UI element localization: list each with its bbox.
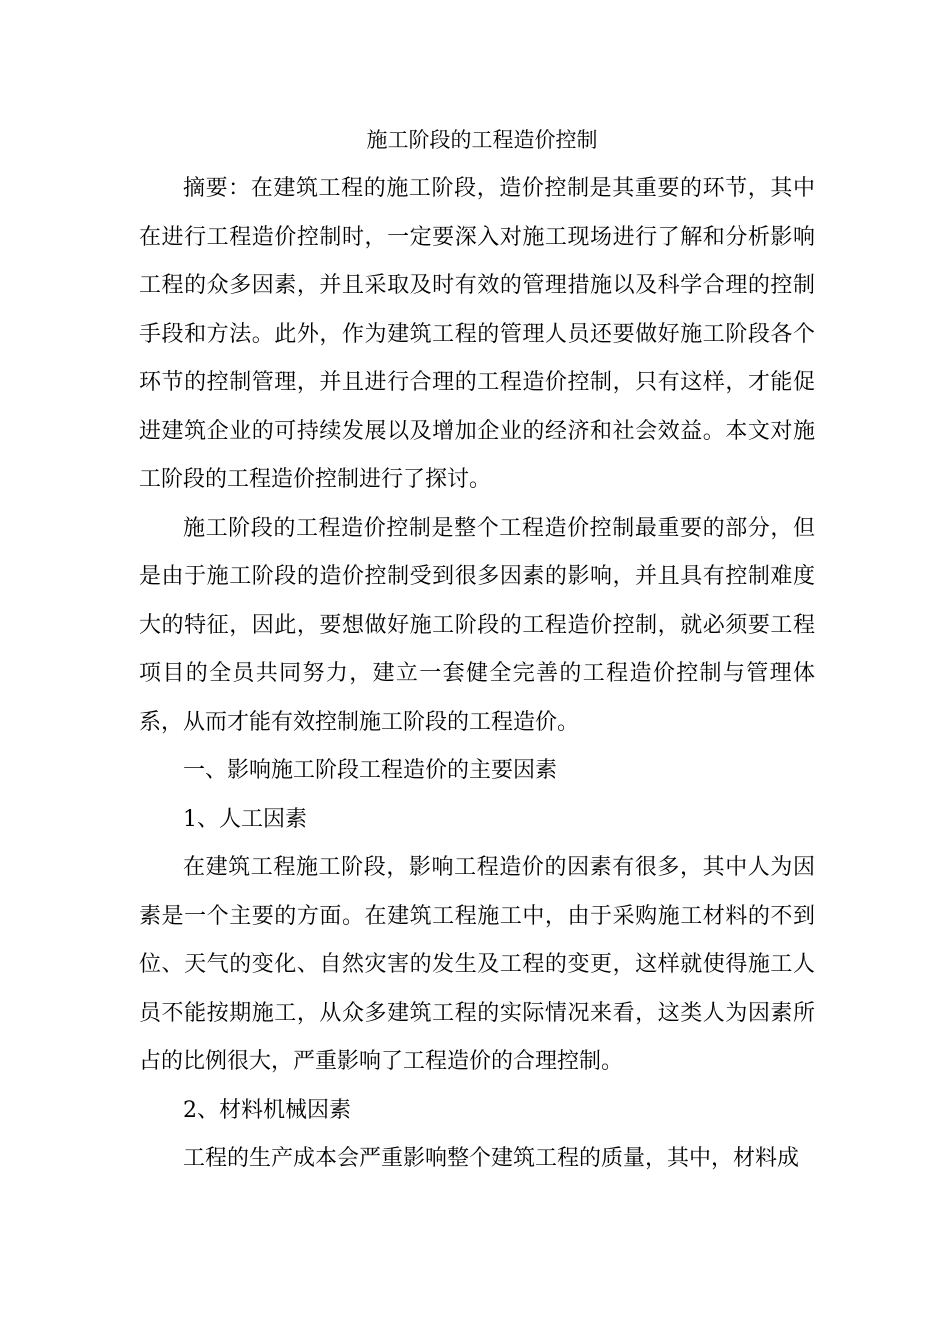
body-paragraph-labor: 在建筑工程施工阶段，影响工程造价的因素有很多，其中人为因素是一个主要的方面。在建筑工程施工中，由于采购施工材料的不到位、天气的变化、自然灾害的发生及工程的变更，这样就使得施工人员不能按期施工，从众多建筑工程的实际情况来看，这类人为因素所占的比例很大，严重影响了工程造价的合理控制。 <box>139 855 815 1074</box>
subsection-heading-2: 2、材料机械因素 <box>183 1097 351 1123</box>
subsection-heading-1: 1、人工因素 <box>183 806 307 832</box>
abstract-paragraph: 摘要：在建筑工程的施工阶段，造价控制是其重要的环节，其中在进行工程造价控制时，一定要深入对施工现场进行了解和分析影响工程的众多因素，并且采取及时有效的管理措施以及科学合理的控制手段和方法。此外，作为建筑工程的管理人员还要做好施工阶段各个环节的控制管理，并且进行合理的工程造价控制，只有这样，才能促进建筑企业的可持续发展以及增加企业的经济和社会效益。本文对施工阶段的工程造价控制进行了探讨。 <box>139 176 815 492</box>
body-paragraph-materials: 工程的生产成本会严重影响整个建筑工程的质量，其中，材料成 <box>183 1146 800 1171</box>
document-body <box>139 115 815 1184</box>
section-heading-1: 一、影响施工阶段工程造价的主要因素 <box>183 758 558 783</box>
intro-paragraph: 施工阶段的工程造价控制是整个工程造价控制最重要的部分，但是由于施工阶段的造价控制受到很多因素的影响，并且具有控制难度大的特征，因此，要想做好施工阶段的工程造价控制，就必须要工程项目的全员共同努力，建立一套健全完善的工程造价控制与管理体系，从而才能有效控制施工阶段的工程造价。 <box>139 515 815 735</box>
document-title: 施工阶段的工程造价控制 <box>366 128 598 152</box>
